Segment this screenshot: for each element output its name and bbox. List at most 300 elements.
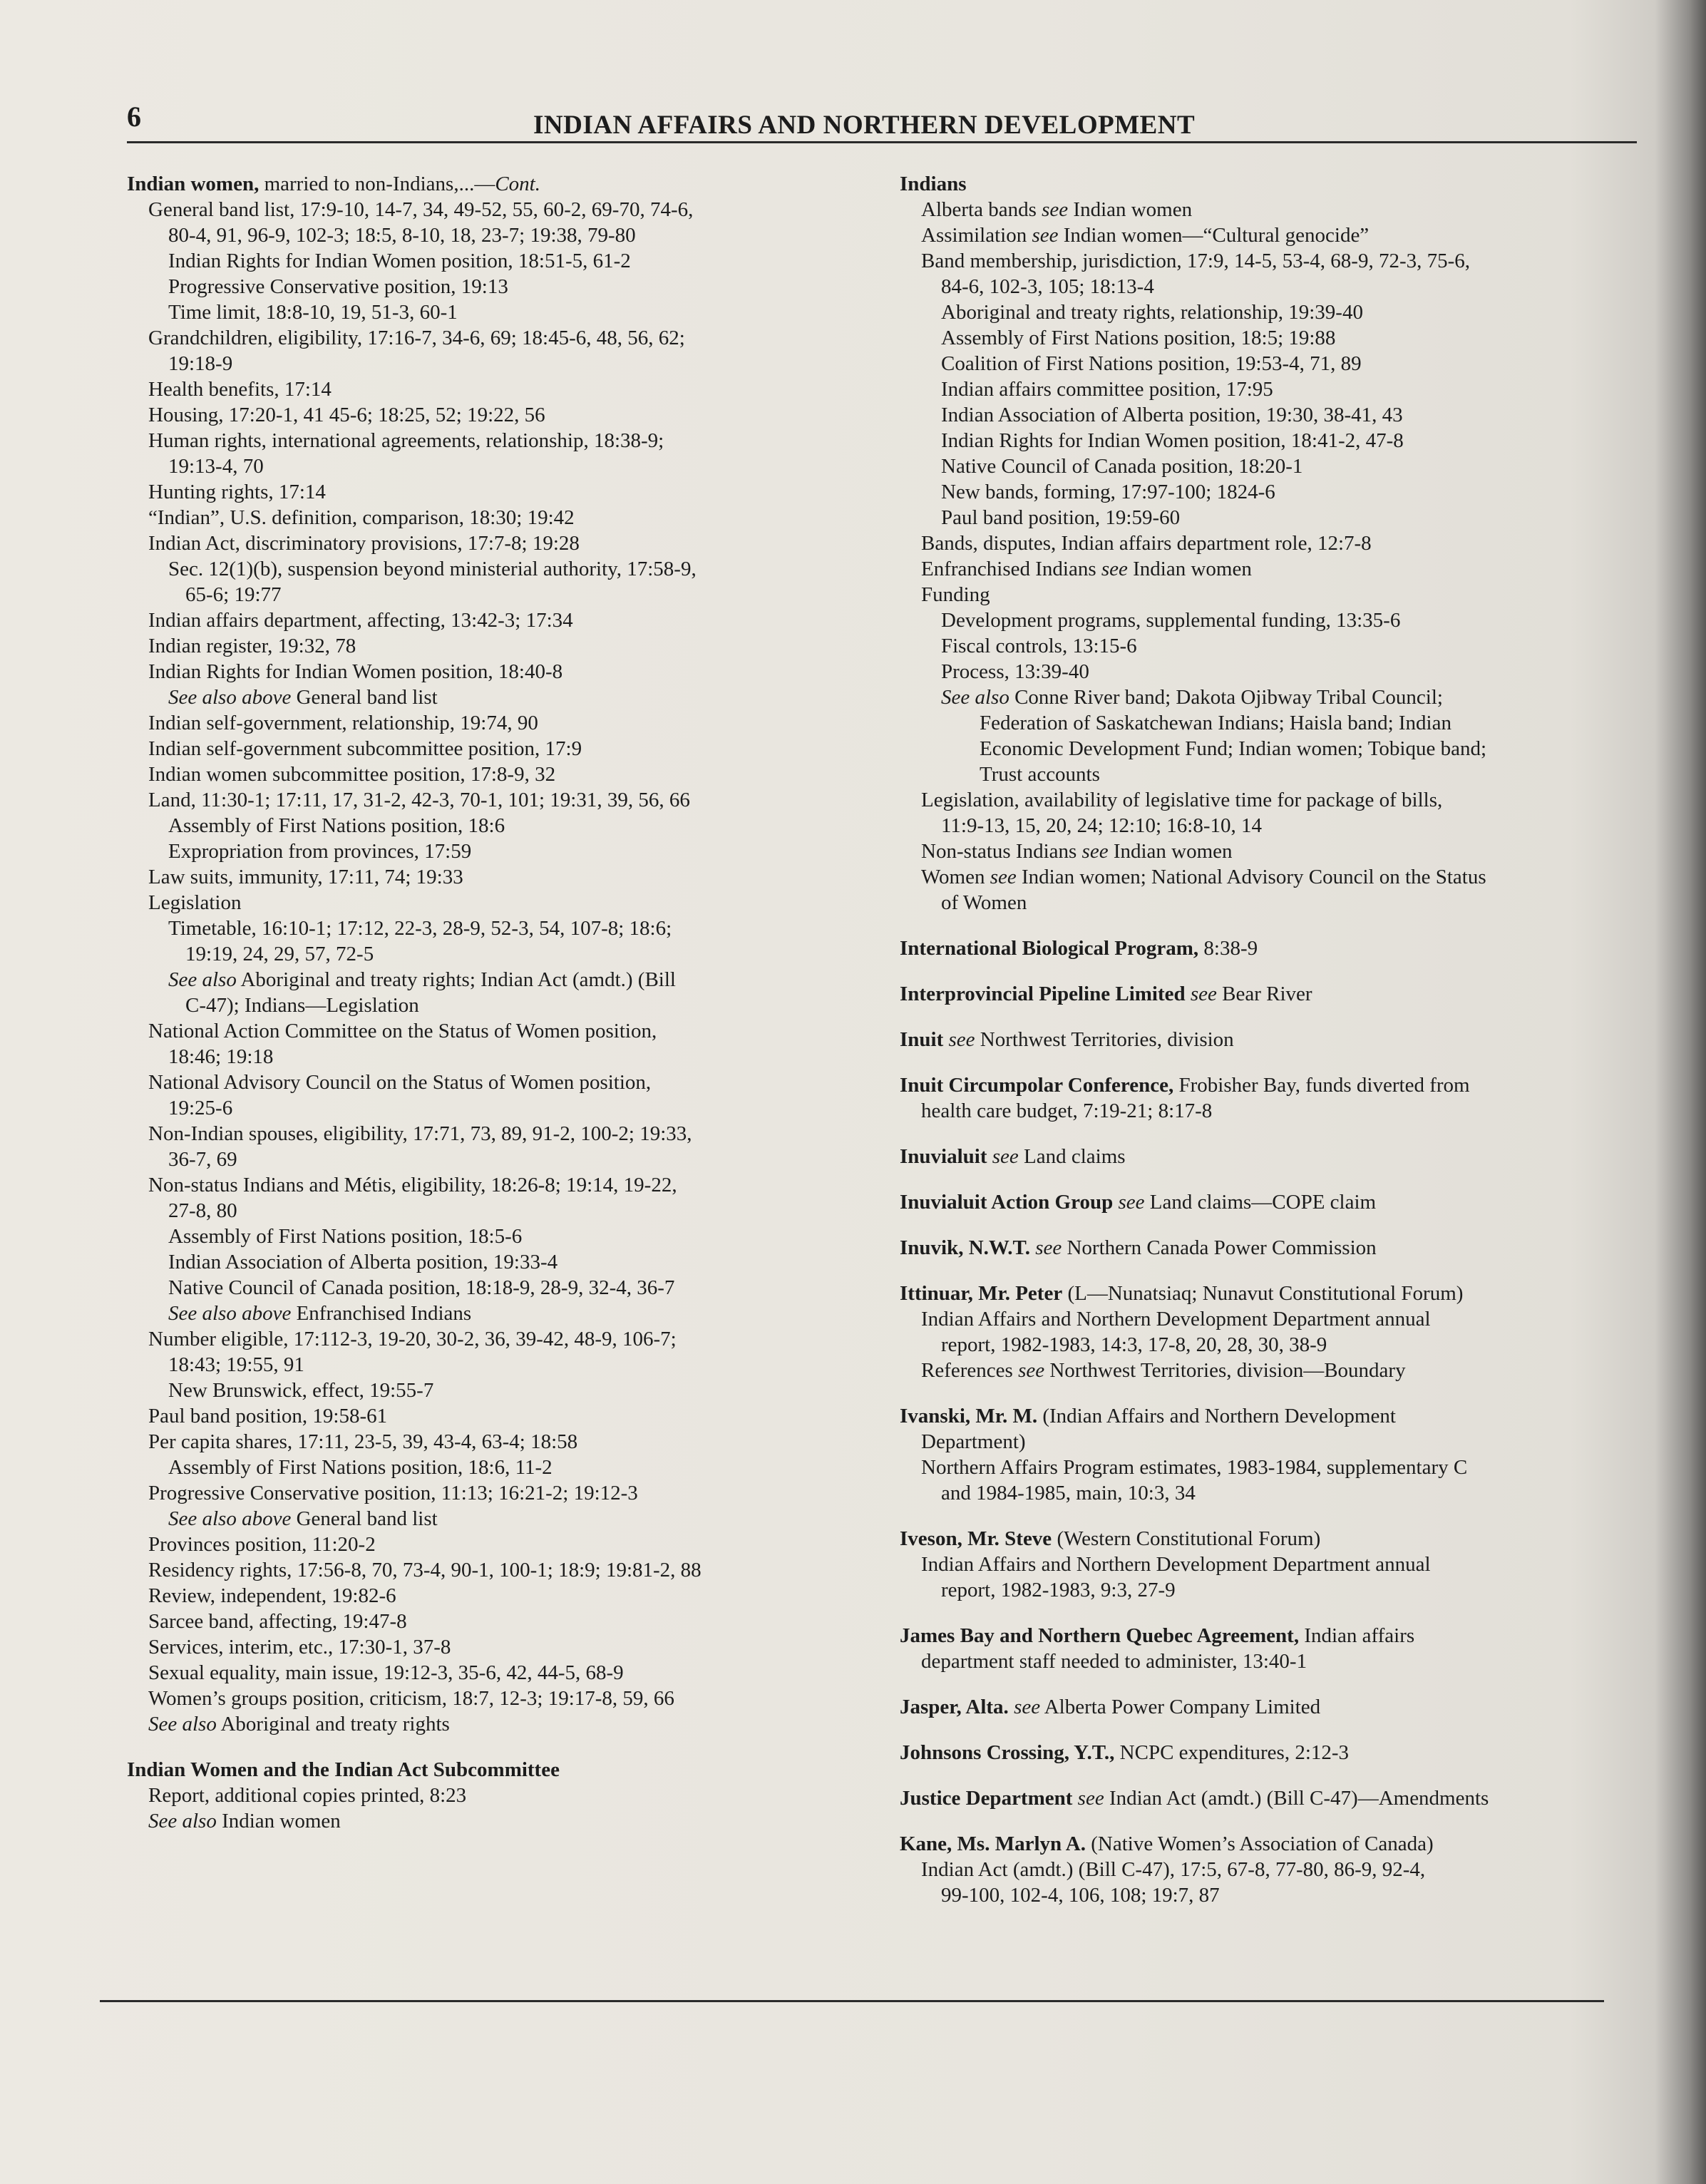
entry-spacer (900, 961, 1641, 981)
entry-text: Sec. 12(1)(b), suspension beyond ministerial authority, 17:58-9, (168, 558, 697, 580)
index-subentry (127, 1609, 854, 1634)
index-subentry (127, 1224, 854, 1249)
index-subentry (900, 839, 1641, 864)
entry-text: Indian Act (amdt.) (Bill C-47), 17:5, 67-8, 77-80, 86-9, 92-4, (921, 1858, 1426, 1881)
index-subentry (900, 197, 1641, 222)
entry-text: Land claims—COPE claim (1144, 1191, 1377, 1214)
entry-text: Band membership, jurisdiction, 17:9, 14-5, 53-4, 68-9, 72-3, 75-6, (921, 250, 1471, 272)
index-subentry (127, 1711, 854, 1737)
entry-text: Grandchildren, eligibility, 17:16-7, 34-6, 69; 18:45-6, 48, 56, 62; (148, 327, 685, 349)
index-subentry (900, 633, 1641, 659)
entry-text: 27-8, 80 (168, 1199, 237, 1222)
footer-rule (100, 2000, 1604, 2002)
entry-text: Northwest Territories, division (975, 1028, 1234, 1051)
entry-text: New Brunswick, effect, 19:55-7 (168, 1379, 434, 1402)
entry-text: Women’s groups position, criticism, 18:7, 12-3; 19:17-8, 59, 66 (148, 1687, 674, 1710)
entry-text: Assimilation (921, 224, 1032, 247)
index-main-entry (900, 1189, 1641, 1215)
index-subentry (127, 1686, 854, 1711)
entry-text: Indian affairs department, affecting, 13:42-3; 17:34 (148, 609, 573, 632)
entry-heading: Inuvik, N.W.T. (900, 1236, 1030, 1259)
entry-text: 80-4, 91, 96-9, 102-3; 18:5, 8-10, 18, 23-7; 19:38, 79-80 (168, 224, 636, 247)
cross-reference-term: See also above (168, 1302, 292, 1325)
entry-text: Progressive Conservative position, 11:13; 16:21-2; 19:12-3 (148, 1482, 638, 1504)
index-subentry (127, 1532, 854, 1557)
entry-text: Indian women (216, 1810, 341, 1832)
entry-text: Department) (921, 1430, 1026, 1453)
index-subentry (900, 530, 1641, 556)
entry-text: Expropriation from provinces, 17:59 (168, 840, 472, 863)
entry-spacer (900, 916, 1641, 935)
entry-text (1009, 1696, 1014, 1718)
index-subentry (900, 351, 1641, 376)
entry-text: General band list (291, 686, 438, 709)
entry-text: Native Council of Canada position, 18:20-1 (941, 455, 1303, 478)
entry-text: Economic Development Fund; Indian women; Tobique band; (980, 737, 1487, 760)
index-subentry (127, 530, 854, 556)
index-subentry (127, 1634, 854, 1660)
entry-text: Services, interim, etc., 17:30-1, 37-8 (148, 1636, 451, 1658)
entry-text: Per capita shares, 17:11, 23-5, 39, 43-4, 63-4; 18:58 (148, 1430, 578, 1453)
cross-reference-term: See also above (168, 1507, 292, 1530)
index-column-right (900, 171, 1641, 1908)
index-subentry (900, 376, 1641, 402)
index-subentry (127, 479, 854, 505)
index-subentry (127, 1352, 854, 1378)
index-subentry (127, 1455, 854, 1480)
index-subentry (127, 1378, 854, 1403)
index-subentry (127, 1583, 854, 1609)
index-subentry (127, 428, 854, 453)
entry-text: Native Council of Canada position, 18:18-9, 28-9, 32-4, 36-7 (168, 1276, 675, 1299)
index-subentry (127, 736, 854, 762)
index-subentry (127, 916, 854, 941)
index-subentry (127, 1095, 854, 1121)
index-subentry (900, 1358, 1641, 1383)
index-subentry (127, 967, 854, 993)
entry-text: of Women (941, 891, 1027, 914)
index-subentry (127, 325, 854, 351)
entry-spacer (900, 1720, 1641, 1740)
entry-text: Women (921, 866, 990, 888)
index-subentry (127, 1506, 854, 1532)
index-subentry (127, 941, 854, 967)
index-subentry (900, 556, 1641, 582)
entry-text: Alberta bands (921, 198, 1042, 221)
index-subentry (127, 890, 854, 916)
index-subentry (900, 479, 1641, 505)
entry-text: Time limit, 18:8-10, 19, 51-3, 60-1 (168, 301, 458, 324)
index-subentry (127, 248, 854, 274)
entry-text: Indian women; National Advisory Council on the Status (1016, 866, 1486, 888)
index-main-entry (900, 1694, 1641, 1720)
entry-text: Housing, 17:20-1, 41 45-6; 18:25, 52; 19:22, 56 (148, 404, 545, 426)
entry-text: 19:19, 24, 29, 57, 72-5 (185, 943, 374, 965)
index-subentry (127, 1808, 854, 1834)
entry-text: Indian self-government subcommittee position, 17:9 (148, 737, 582, 760)
cross-reference-term: see (948, 1028, 975, 1051)
index-subentry (900, 1098, 1641, 1124)
index-main-entry (900, 981, 1641, 1007)
index-subentry (900, 248, 1641, 274)
entry-spacer (127, 1737, 854, 1757)
entry-heading: James Bay and Northern Quebec Agreement, (900, 1624, 1300, 1647)
entry-text: Legislation (148, 891, 242, 914)
index-main-entry (900, 1526, 1641, 1552)
entry-text: Assembly of First Nations position, 18:5-6 (168, 1225, 523, 1248)
index-subentry (127, 1480, 854, 1506)
entry-text: (L—Nunatsiaq; Nunavut Constitutional Forum) (1062, 1282, 1464, 1305)
entry-text: Non-Indian spouses, eligibility, 17:71, 73, 89, 91-2, 100-2; 19:33, (148, 1122, 692, 1145)
index-subentry (127, 1660, 854, 1686)
entry-text: Number eligible, 17:112-3, 19-20, 30-2, 36, 39-42, 48-9, 106-7; (148, 1328, 677, 1350)
index-subentry (127, 787, 854, 813)
index-subentry (127, 685, 854, 710)
index-subentry (900, 325, 1641, 351)
index-subentry (900, 505, 1641, 530)
entry-heading: Indian Women and the Indian Act Subcommittee (127, 1758, 560, 1781)
entry-spacer (900, 1811, 1641, 1831)
entry-text: Indian affairs (1299, 1624, 1415, 1647)
entry-text: 19:13-4, 70 (168, 455, 264, 478)
index-subentry (900, 1649, 1641, 1674)
index-subentry (127, 1403, 854, 1429)
index-main-entry (900, 1831, 1641, 1857)
entry-text: Review, independent, 19:82-6 (148, 1584, 396, 1607)
index-subentry (127, 453, 854, 479)
entry-text: Indian Association of Alberta position, 19:33-4 (168, 1251, 558, 1273)
index-subentry (127, 813, 854, 839)
entry-heading: Justice Department (900, 1787, 1073, 1810)
index-subentry (900, 813, 1641, 839)
entry-text: General band list (291, 1507, 438, 1530)
entry-text: and 1984-1985, main, 10:3, 34 (941, 1482, 1196, 1504)
entry-text: Assembly of First Nations position, 18:6 (168, 814, 505, 837)
index-main-entry (900, 1235, 1641, 1261)
index-subentry (127, 607, 854, 633)
index-main-entry (900, 1027, 1641, 1052)
entry-text: Conne River band; Dakota Ojibway Tribal Council; (1009, 686, 1443, 709)
entry-text: Timetable, 16:10-1; 17:12, 22-3, 28-9, 52-3, 54, 107-8; 18:6; (168, 917, 672, 940)
index-subentry (127, 864, 854, 890)
entry-text: 8:38-9 (1198, 937, 1258, 960)
index-subentry (127, 274, 854, 299)
index-main-entry (900, 1785, 1641, 1811)
index-subentry (127, 710, 854, 736)
entry-heading: Inuit (900, 1028, 944, 1051)
index-main-entry (900, 1144, 1641, 1169)
entry-text: (Indian Affairs and Northern Development (1037, 1405, 1396, 1427)
entry-text: Alberta Power Company Limited (1040, 1696, 1321, 1718)
index-subentry (127, 222, 854, 248)
index-main-entry (900, 1623, 1641, 1649)
page-number: 6 (127, 101, 141, 133)
index-subentry (127, 659, 854, 685)
index-subentry (127, 1557, 854, 1583)
index-subentry (900, 1552, 1641, 1577)
index-subentry (127, 376, 854, 402)
index-subentry (900, 1455, 1641, 1480)
entry-text: General band list, 17:9-10, 14-7, 34, 49-52, 55, 60-2, 69-70, 74-6, (148, 198, 694, 221)
index-subentry (127, 1198, 854, 1224)
entry-heading: Ittinuar, Mr. Peter (900, 1282, 1063, 1305)
entry-heading: International Biological Program, (900, 937, 1199, 960)
entry-text: Indian women (1127, 558, 1252, 580)
index-subentry (127, 402, 854, 428)
cross-reference-term: see (990, 866, 1017, 888)
index-subentry (900, 274, 1641, 299)
index-column-left (127, 171, 854, 1834)
entry-text: 65-6; 19:77 (185, 583, 282, 606)
entry-heading: Jasper, Alta. (900, 1696, 1009, 1718)
entry-text: Hunting rights, 17:14 (148, 481, 326, 503)
entry-text: Process, 13:39-40 (941, 660, 1089, 683)
running-head: INDIAN AFFAIRS AND NORTHERN DEVELOPMENT (533, 111, 1196, 140)
entry-text: Indian women (1108, 840, 1233, 863)
entry-text (943, 1028, 948, 1051)
index-subentry (900, 1577, 1641, 1603)
cross-reference-term: See also above (168, 686, 292, 709)
entry-text: 18:46; 19:18 (168, 1045, 274, 1068)
index-subentry (900, 762, 1641, 787)
entry-text: Land, 11:30-1; 17:11, 17, 31-2, 42-3, 70-1, 101; 19:31, 39, 56, 66 (148, 789, 690, 811)
entry-text: Indian Rights for Indian Women position, 18:40-8 (148, 660, 563, 683)
entry-text: National Advisory Council on the Status of Women position, (148, 1071, 652, 1094)
page-header (127, 100, 1637, 143)
entry-text: health care budget, 7:19-21; 8:17-8 (921, 1099, 1213, 1122)
cross-reference-term: See also (941, 686, 1009, 709)
entry-text: Aboriginal and treaty rights; Indian Act (amdt.) (Bill (236, 968, 676, 991)
index-subentry (900, 890, 1641, 916)
index-subentry (900, 453, 1641, 479)
cross-reference-term: see (1190, 983, 1217, 1005)
entry-text: Enfranchised Indians (291, 1302, 472, 1325)
entry-spacer (900, 1169, 1641, 1189)
entry-text: Aboriginal and treaty rights, relationship, 19:39-40 (941, 301, 1363, 324)
index-subentry (127, 556, 854, 582)
entry-text: Report, additional copies printed, 8:23 (148, 1784, 467, 1807)
entry-text (1186, 983, 1191, 1005)
index-subentry (900, 736, 1641, 762)
entry-text: Indian women subcommittee position, 17:8-9, 32 (148, 763, 556, 786)
entry-text: Paul band position, 19:59-60 (941, 506, 1181, 529)
entry-text: Development programs, supplemental funding, 13:35-6 (941, 609, 1401, 632)
index-main-entry (900, 935, 1641, 961)
entry-text: Indian women—“Cultural genocide” (1058, 224, 1370, 247)
entry-heading: Iveson, Mr. Steve (900, 1527, 1052, 1550)
index-subentry (900, 428, 1641, 453)
entry-spacer (900, 1052, 1641, 1072)
entry-heading: Interprovincial Pipeline Limited (900, 983, 1186, 1005)
entry-spacer (900, 1383, 1641, 1403)
entry-text: C-47); Indians—Legislation (185, 994, 419, 1017)
entry-text: Fiscal controls, 13:15-6 (941, 635, 1137, 657)
entry-text: 19:25-6 (168, 1097, 233, 1119)
entry-heading: Indians (900, 173, 967, 195)
index-subentry (900, 222, 1641, 248)
index-subentry (900, 1480, 1641, 1506)
entry-text: married to non-Indians,...— (259, 173, 495, 195)
entry-text: Indian register, 19:32, 78 (148, 635, 356, 657)
entry-text: Indian Association of Alberta position, 19:30, 38-41, 43 (941, 404, 1403, 426)
index-subentry (127, 1018, 854, 1044)
index-subentry (127, 1326, 854, 1352)
entry-text: (Native Women’s Association of Canada) (1086, 1832, 1434, 1855)
entry-text: References (921, 1359, 1019, 1382)
entry-text: Health benefits, 17:14 (148, 378, 332, 401)
entry-text: Indian Affairs and Northern Development Department annual (921, 1553, 1431, 1576)
index-main-entry (127, 1757, 854, 1783)
index-subentry (127, 1044, 854, 1070)
index-subentry (127, 1121, 854, 1147)
entry-text: Coalition of First Nations position, 19:53-4, 71, 89 (941, 352, 1362, 375)
entry-text: Indian Rights for Indian Women position, 18:41-2, 47-8 (941, 429, 1404, 452)
entry-text: Northwest Territories, division—Boundary (1044, 1359, 1406, 1382)
index-subentry (900, 299, 1641, 325)
entry-text: Human rights, international agreements, relationship, 18:38-9; (148, 429, 664, 452)
cross-reference-term: See also (148, 1713, 217, 1736)
entry-text: Frobisher Bay, funds diverted from (1173, 1074, 1470, 1097)
index-subentry (127, 1070, 854, 1095)
entry-text: 19:18-9 (168, 352, 233, 375)
entry-text: Paul band position, 19:58-61 (148, 1405, 388, 1427)
index-subentry (127, 1147, 854, 1172)
cross-reference-term: Cont. (495, 173, 540, 195)
entry-text: Enfranchised Indians (921, 558, 1101, 580)
entry-text: Non-status Indians (921, 840, 1082, 863)
entry-heading: Kane, Ms. Marlyn A. (900, 1832, 1086, 1855)
entry-text: Law suits, immunity, 17:11, 74; 19:33 (148, 866, 463, 888)
index-subentry (127, 1249, 854, 1275)
index-subentry (900, 607, 1641, 633)
entry-text: Bear River (1216, 983, 1312, 1005)
entry-spacer (900, 1674, 1641, 1694)
entry-heading: Ivanski, Mr. M. (900, 1405, 1038, 1427)
entry-text: Indian women (1068, 198, 1193, 221)
index-subentry (127, 582, 854, 607)
entry-heading: Johnsons Crossing, Y.T., (900, 1741, 1115, 1764)
entry-text: Residency rights, 17:56-8, 70, 73-4, 90-1, 100-1; 18:9; 19:81-2, 88 (148, 1559, 702, 1581)
cross-reference-term: see (1101, 558, 1128, 580)
entry-heading: Indian women, (127, 173, 260, 195)
index-subentry (127, 839, 854, 864)
entry-text: Legislation, availability of legislative time for package of bills, (921, 789, 1443, 811)
cross-reference-term: see (1035, 1236, 1062, 1259)
entry-text: Federation of Saskatchewan Indians; Haisla band; Indian (980, 712, 1451, 734)
entry-text: report, 1982-1983, 9:3, 27-9 (941, 1579, 1176, 1601)
cross-reference-term: see (992, 1145, 1019, 1168)
index-main-entry (900, 1403, 1641, 1429)
cross-reference-term: See also (168, 968, 237, 991)
entry-text: Aboriginal and treaty rights (216, 1713, 450, 1736)
entry-text: 11:9-13, 15, 20, 24; 12:10; 16:8-10, 14 (941, 814, 1263, 837)
entry-text: 84-6, 102-3, 105; 18:13-4 (941, 275, 1154, 298)
entry-text: Indian affairs committee position, 17:95 (941, 378, 1273, 401)
index-subentry (900, 1429, 1641, 1455)
entry-text: Indian Rights for Indian Women position, 18:51-5, 61-2 (168, 250, 631, 272)
entry-text: department staff needed to administer, 13:40-1 (921, 1650, 1307, 1673)
entry-spacer (900, 1261, 1641, 1281)
entry-text: 99-100, 102-4, 106, 108; 19:7, 87 (941, 1884, 1220, 1907)
index-subentry (127, 1275, 854, 1301)
cross-reference-term: see (1042, 198, 1069, 221)
entry-text: Land claims (1018, 1145, 1126, 1168)
entry-text: Trust accounts (980, 763, 1100, 786)
index-main-entry (900, 1281, 1641, 1306)
index-subentry (900, 685, 1641, 710)
cross-reference-term: see (1118, 1191, 1145, 1214)
entry-spacer (900, 1506, 1641, 1526)
index-subentry (900, 1882, 1641, 1908)
index-subentry (900, 659, 1641, 685)
entry-text: Indian Act (amdt.) (Bill C-47)—Amendments (1104, 1787, 1489, 1810)
cross-reference-term: see (1014, 1696, 1041, 1718)
entry-text: Northern Canada Power Commission (1062, 1236, 1377, 1259)
entry-spacer (900, 1215, 1641, 1235)
entry-text: Indian self-government, relationship, 19:74, 90 (148, 712, 538, 734)
index-subentry (900, 1857, 1641, 1882)
entry-text: Sexual equality, main issue, 19:12-3, 35-6, 42, 44-5, 68-9 (148, 1661, 624, 1684)
index-subentry (900, 864, 1641, 890)
index-subentry (127, 1301, 854, 1326)
entry-text: report, 1982-1983, 14:3, 17-8, 20, 28, 30, 38-9 (941, 1333, 1327, 1356)
entry-heading: Inuit Circumpolar Conference, (900, 1074, 1174, 1097)
index-subentry (900, 1306, 1641, 1332)
entry-text: New bands, forming, 17:97-100; 1824-6 (941, 481, 1275, 503)
index-subentry (900, 402, 1641, 428)
entry-text: 36-7, 69 (168, 1148, 237, 1171)
index-main-entry (900, 1740, 1641, 1765)
entry-text: Sarcee band, affecting, 19:47-8 (148, 1610, 407, 1633)
entry-heading: Inuvialuit (900, 1145, 987, 1168)
entry-text: “Indian”, U.S. definition, comparison, 18:30; 19:42 (148, 506, 575, 529)
cross-reference-term: see (1032, 224, 1059, 247)
entry-text: 18:43; 19:55, 91 (168, 1353, 304, 1376)
index-subentry (127, 1783, 854, 1808)
entry-text: Progressive Conservative position, 19:13 (168, 275, 508, 298)
index-subentry (127, 1429, 854, 1455)
entry-spacer (900, 1124, 1641, 1144)
index-subentry (127, 993, 854, 1018)
entry-text: Indian Affairs and Northern Development Department annual (921, 1308, 1431, 1331)
cross-reference-term: See also (148, 1810, 217, 1832)
index-subentry (127, 351, 854, 376)
index-main-entry (900, 171, 1641, 197)
entry-spacer (900, 1603, 1641, 1623)
index-subentry (127, 1172, 854, 1198)
cross-reference-term: see (1081, 840, 1109, 863)
entry-text: Non-status Indians and Métis, eligibility, 18:26-8; 19:14, 19-22, (148, 1174, 677, 1196)
entry-heading: Inuvialuit Action Group (900, 1191, 1114, 1214)
entry-text: National Action Committee on the Status of Women position, (148, 1020, 657, 1042)
index-subentry (127, 505, 854, 530)
entry-text (1072, 1787, 1077, 1810)
cross-reference-term: see (1018, 1359, 1045, 1382)
entry-text: Provinces position, 11:20-2 (148, 1533, 376, 1556)
index-subentry (127, 299, 854, 325)
entry-text: (Western Constitutional Forum) (1052, 1527, 1321, 1550)
entry-text: Northern Affairs Program estimates, 1983-1984, supplementary C (921, 1456, 1468, 1479)
entry-text (987, 1145, 992, 1168)
entry-text: Bands, disputes, Indian affairs department role, 12:7-8 (921, 532, 1372, 555)
index-subentry (900, 710, 1641, 736)
index-main-entry (900, 1072, 1641, 1098)
index-subentry (127, 762, 854, 787)
index-subentry (127, 633, 854, 659)
entry-spacer (900, 1007, 1641, 1027)
cross-reference-term: see (1077, 1787, 1104, 1810)
index-subentry (900, 787, 1641, 813)
